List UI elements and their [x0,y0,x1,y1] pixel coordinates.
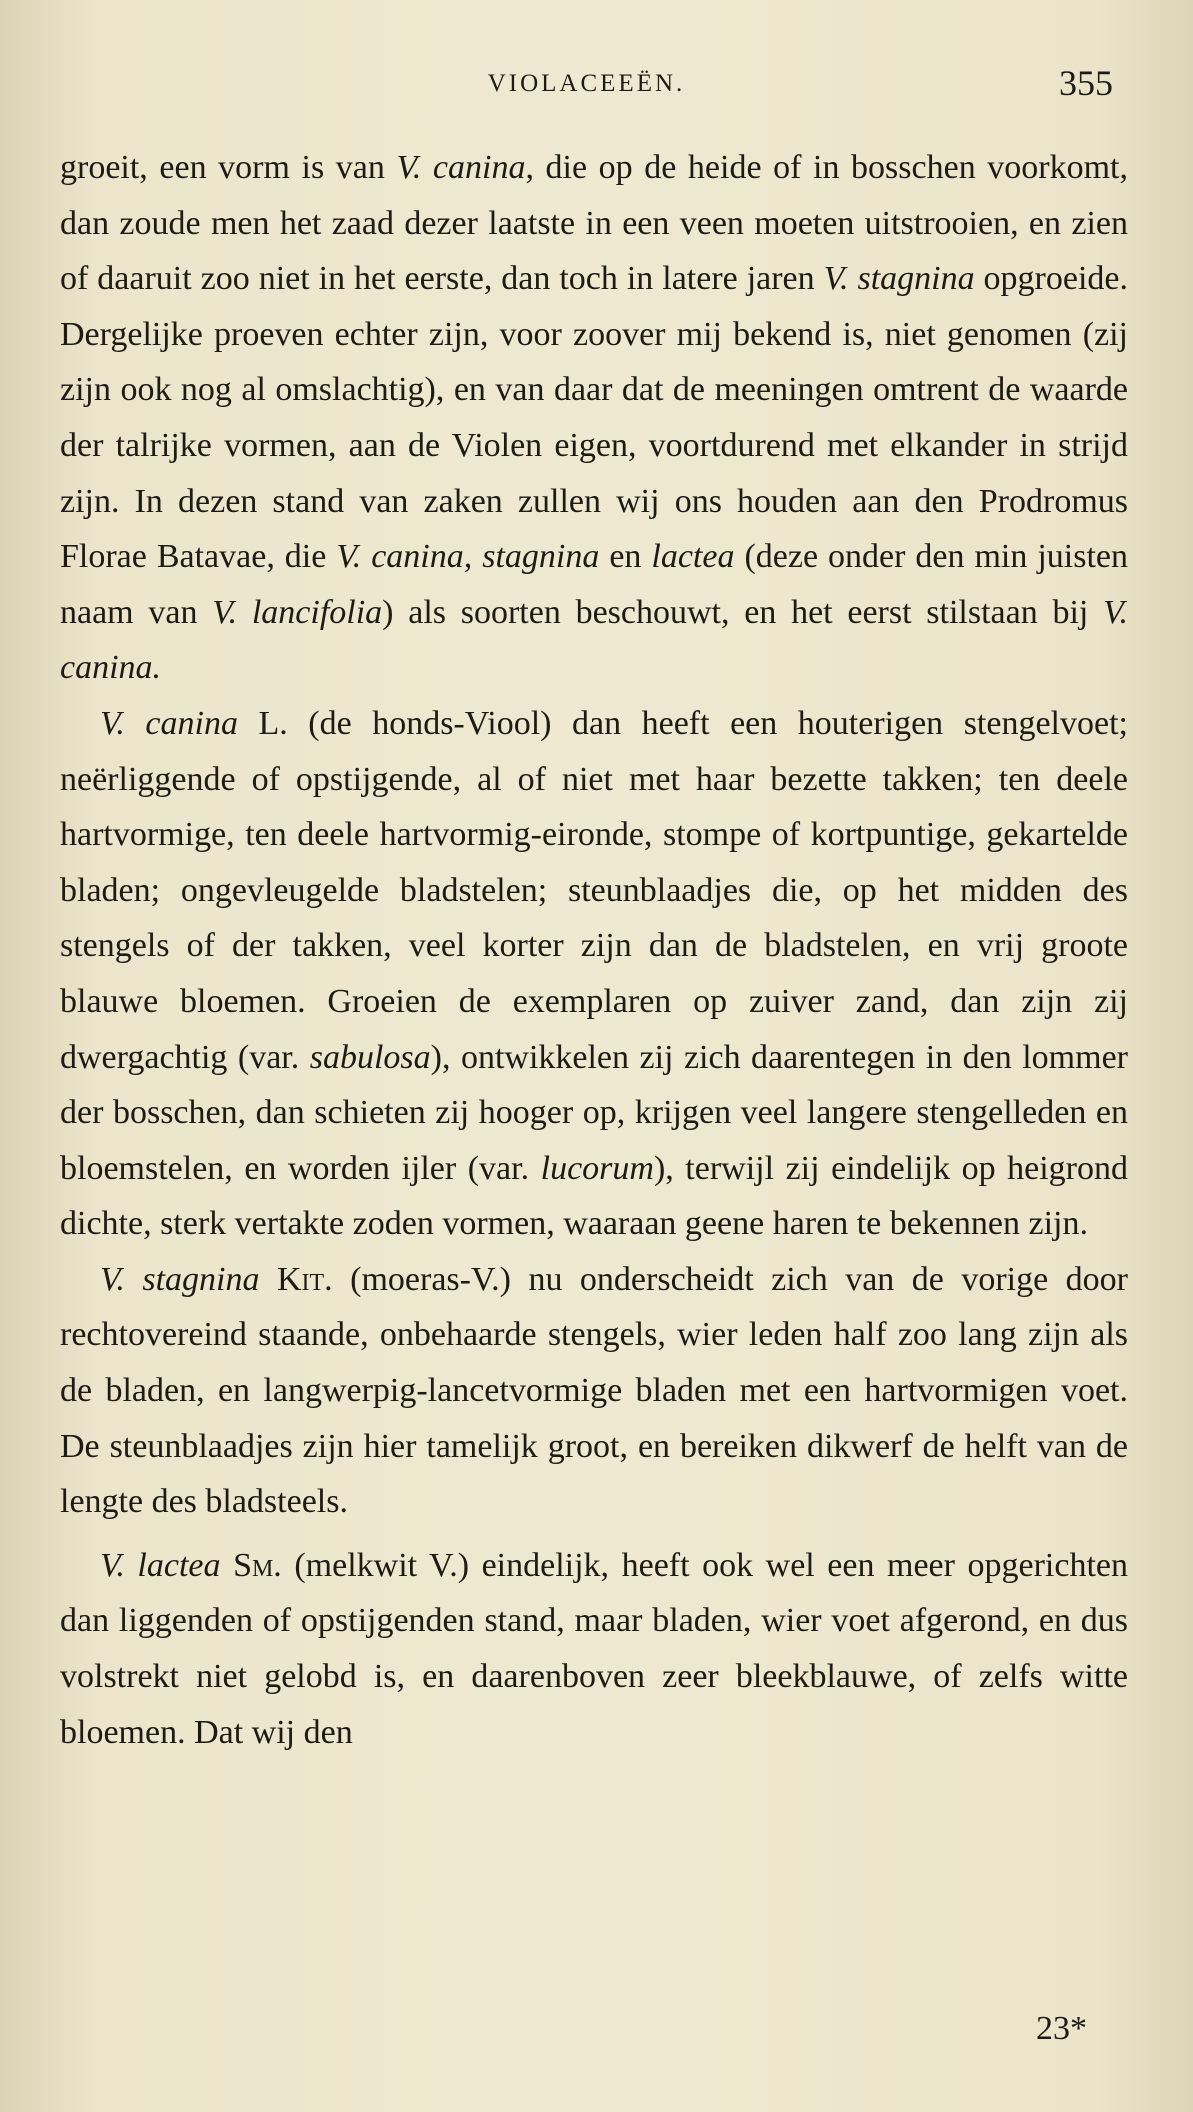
page-number: 355 [1059,63,1113,103]
paragraph-viola-canina [60,696,1128,1252]
body-text [60,140,1128,1760]
text-run: ) als soorten beschouwt, en het eerst stilstaan bij [382,593,1104,631]
italic-text: V. canina [100,704,238,742]
page-header [60,62,1113,106]
italic-text: V. stagnina [823,260,975,298]
text-run: (melkwit V.) eindelijk, heeft ook wel een meer opgerichten dan liggenden of opstijgenden stand, maar bladen, wier voet afgerond, en dus volstrekt niet gelobd is, en daarenboven zeer bleekblauwe, of zelfs witte bloemen. Dat wij den [60,1546,1128,1751]
author-abbreviation: Sm. [233,1546,282,1584]
text-run: opgroeide. Dergelijke proeven echter zijn, voor zoover mij bekend is, niet genomen (zij zijn ook nog al omslachtig), en van daar dat de meeningen omtrent de waarde der talrijke vormen, aan de Violen eigen, voortdurend met elkander in strijd zijn. In dezen stand van zaken zullen wij ons houden aan den Prodromus Florae Batavae, die [60,260,1129,576]
italic-text: sabulosa [309,1038,431,1076]
text-run: groeit, een vorm is van [60,149,397,186]
text-run: ), ontwikkelen zij zich daarentegen in den lommer der bosschen, dan schieten zij hooger op, krijgen veel langere stengelleden en bloemstelen, en worden ijler (var. [60,1038,1128,1187]
signature-mark: 23* [1036,2010,1087,2047]
italic-text: V. stagnina [100,1260,260,1298]
paragraph-viola-stagnina [60,1252,1128,1530]
italic-text: V. lancifolia [212,593,383,631]
text-run [259,1261,276,1298]
running-title: VIOLACEEËN. [487,70,686,97]
italic-text: V. canina. [60,593,1128,687]
italic-text: lactea [651,538,735,576]
text-run: en [599,538,652,576]
paragraph-continuation [60,140,1128,696]
text-run: (deze onder den min juisten naam van [60,538,1129,631]
paragraph-viola-lactea [60,1538,1128,1760]
text-run [221,1547,234,1584]
italic-text: V. canina, stagnina [336,538,600,576]
italic-text: V. canina [396,149,526,186]
text-run: , die op de heide of in bosschen voorkomt, dan zoude men het zaad dezer laatste in een veen moeten uitstrooien, en zien of daaruit zoo niet in het eerste, dan toch in latere jaren [60,149,1128,298]
italic-text: lucorum [540,1149,654,1187]
text-run: L. (de honds-Viool) dan heeft een houterigen stengelvoet; neërliggende of opstijgende, al of niet met haar bezette takken; ten deele hartvormige, ten deele hartvormig-eironde, stompe of kortpuntige, gekartelde bladen; ongevleugelde bladstelen; steunblaadjes die, op het midden des stengels of der takken, veel korter zijn dan de bladstelen, en vrij groote blauwe bloemen. Groeien de exemplaren op zuiver zand, dan zijn zij dwergachtig (var. [60,704,1128,1076]
italic-text: V. lactea [100,1546,221,1584]
text-run: (moeras-V.) nu onderscheidt zich van de vorige door rechtovereind staande, onbehaarde stengels, wier leden half zoo lang zijn als de bladen, en langwerpig-lancetvormige bladen met een hartvormigen voet. De steunblaadjes zijn hier tamelijk groot, en bereiken dikwerf de helft van de lengte des bladsteels. [60,1260,1129,1521]
author-abbreviation: Kit. [276,1260,333,1298]
text-run: ), terwijl zij eindelijk op heigrond dichte, sterk vertakte zoden vormen, waaraan geene haren te bekennen zijn. [60,1149,1128,1243]
